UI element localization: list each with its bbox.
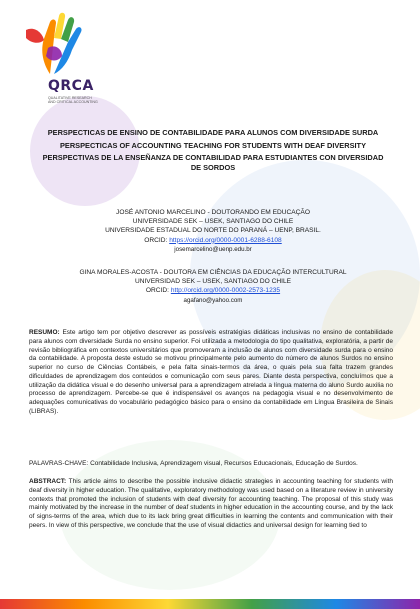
- keywords-text: Contabilidade Inclusiva, Aprendizagem visual, Recursos Educacionais, Educação de Surdos.: [90, 460, 358, 467]
- orcid-link[interactable]: http://orcid.org/0000-0002-2573-1235: [170, 287, 281, 295]
- keywords-label: PALAVRAS-CHAVE:: [29, 460, 89, 467]
- author-name: JOSÉ ANTONIO MARCELINO - DOUTORANDO EM EDUCAÇÃO: [116, 209, 310, 216]
- qrca-logo: [12, 8, 102, 116]
- author-name: GINA MORALES-ACOSTA - DOUTORA EM CIÊNCIAS DA EDUCAÇÃO INTERCULTURAL: [79, 269, 347, 276]
- resumo-label: RESUMO:: [29, 329, 60, 336]
- author-block: [40, 268, 386, 305]
- title-spanish: PERSPECTIVAS DE LA ENSEÑANZA DE CONTABILIDAD PARA ESTUDIANTES CON DIVERSIDAD DE SORDOS: [42, 153, 384, 172]
- title-portuguese: PERSPECTICAS DE ENSINO DE CONTABILIDADE PARA ALUNOS COM DIVERSIDADE SURDA: [47, 128, 379, 137]
- orcid-line: [40, 286, 386, 295]
- orcid-label: ORCID:: [144, 236, 168, 244]
- keywords-paragraph: [29, 460, 393, 469]
- paper-titles: [40, 128, 386, 175]
- rainbow-footer-bar: [0, 599, 420, 609]
- abstract-paragraph: [29, 478, 393, 531]
- title-english: PERSPECTICAS OF ACCOUNTING TEACHING FOR STUDENTS WITH DEAF DIVERSITY: [59, 140, 367, 150]
- author-affiliation: UNIVERSIDADE ESTADUAL DO NORTE DO PARANÁ – UENP, BRASIL.: [105, 227, 321, 235]
- logo-name: QRCA: [48, 78, 94, 94]
- abstract-label: ABSTRACT:: [29, 478, 67, 485]
- resumo-text: Este artigo tem por objetivo descrever as possíveis estratégias didáticas inclusivas no ensino de contabilidade para alunos com diversidade Surda no ensino superior. Foi utilizada a metodologia do tipo qualitativa, exploratória, a partir de revisão bibliográfica em contextos universitários que promoveram a inclusão de alunos com diversidade surda para o ensino da contabilidade. A proposta deste estudo se motivou principalmente pelo aumento do número de alunos Surdos no ensino superior no curso de Ciências Contábeis, e pela falta sinais-termos da área, o quais pela sua falta trazem grandes dificuldades de aprendizagem dos conteúdos e comunicação com seus pares. Diante desta perspectiva, concluímos que a utilização da didática visual e do desenho universal para a aprendizagem atrelada a língua materna do aluno Surdo auxilia no processo de aprendizagem. Percebe-se que é indispensável os avanços na pedagogia visual e no desenvolvimento de adequações comunicativas do vocabulário pedagógico básico para o ensino da contabilidade em Língua Brasileira de Sinais (LIBRAS).: [29, 329, 393, 415]
- author-email: josemarcelino@uenp.edu.br: [174, 245, 252, 253]
- resumo-paragraph: [29, 329, 393, 417]
- orcid-label: ORCID:: [145, 287, 169, 295]
- author-email: agafano@yahoo.com: [183, 296, 243, 304]
- hand-logo-icon: [12, 8, 102, 80]
- orcid-link[interactable]: https://orcid.org/0000-0001-6288-6108: [169, 236, 282, 244]
- orcid-line: [40, 236, 386, 245]
- author-affiliation: UNIVERSIDAD SEK – USEK, SANTIAGO DO CHILE: [134, 278, 292, 286]
- abstract-text: This article aims to describe the possible inclusive didactic strategies in accounting teaching for students with deaf diversity in higher education. The qualitative, exploratory methodology was used based on a literature review in university contexts that promoted the inclusion of students with deaf diversity for accounting teaching. The proposal of this study was mainly motivated by the increase in the number of deaf students in higher education in the accounting course, and by the lack of signs-terms of the area, which due to its lack bring great difficulties in learning the contents and communication with their peers. In view of this perspective, we conclude that the use of visual didactics and universal design for learning tied to: [29, 478, 393, 529]
- author-affiliation: UNIVERSIDADE SEK – USEK, SANTIAGO DO CHILE: [132, 218, 294, 226]
- logo-subtitle: QUALITATIVE RESEARCH AND CRITICAL ACCOUNTING: [48, 96, 98, 105]
- author-block: [40, 208, 386, 254]
